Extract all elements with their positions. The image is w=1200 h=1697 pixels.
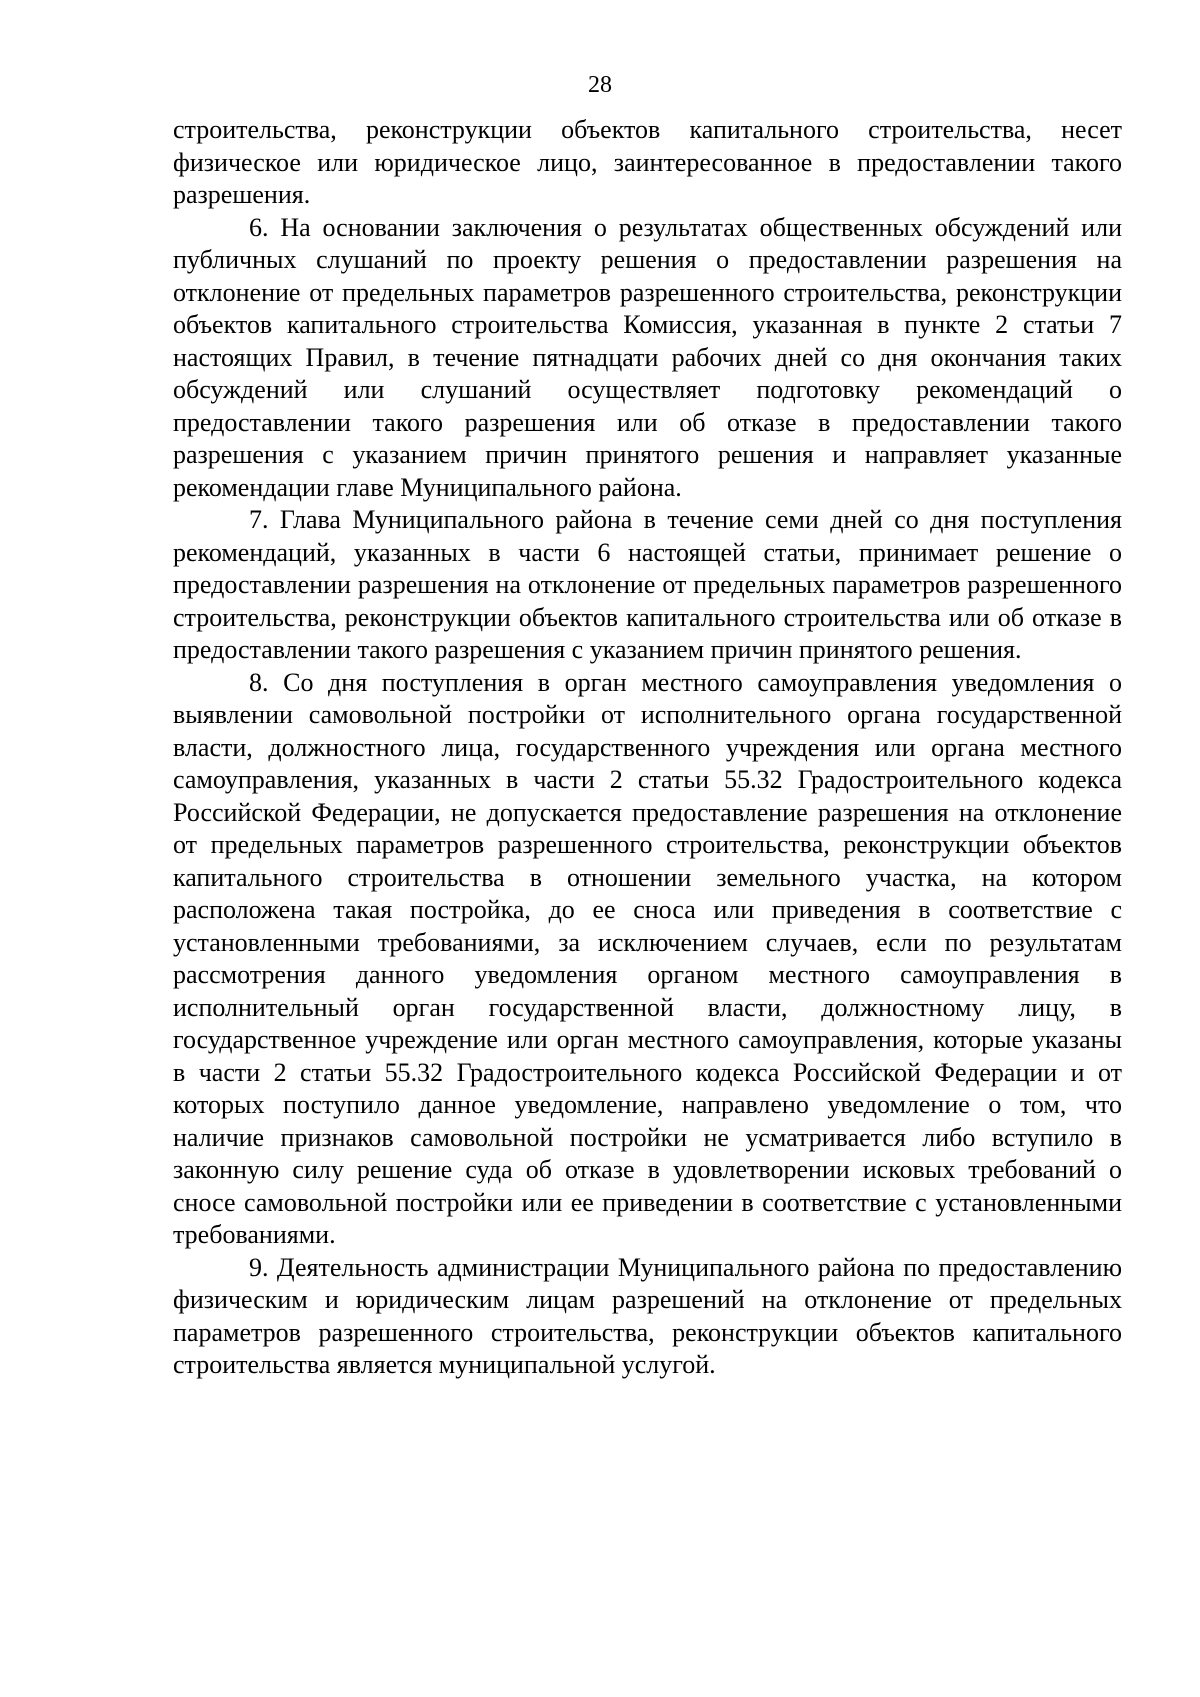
paragraph-item-8: 8. Со дня поступления в орган местного самоуправления уведомления о выявлении самовольной постройки от исполнительного органа государственной власти, должностного лица, государственного учреждения или органа местного самоуправления, указанных в части 2 статьи 55.32 Градостроительного кодекса Российской Федерации, не допускается предоставление разрешения на отклонение от предельных параметров разрешенного строительства, реконструкции объектов капитального строительства в отношении земельного участка, на котором расположена такая постройка, до ее сноса или приведения в соответствие с установленными требованиями, за исключением случаев, если по результатам рассмотрения данного уведомления органом местного самоуправления в исполнительный орган государственной власти, должностному лицу, в государственное учреждение или орган местного самоуправления, которые указаны в части 2 статьи 55.32 Градостроительного кодекса Российской Федерации и от которых поступило данное уведомление, направлено уведомление о том, что наличие признаков самовольной постройки не усматривается либо вступило в законную силу решение суда об отказе в удовлетворении исковых требований о сносе самовольной постройки или ее приведении в соответствие с установленными требованиями.	[173, 667, 1122, 1249]
paragraph-item-7: 7. Глава Муниципального района в течение семи дней со дня поступления рекомендаций, указанных в части 6 настоящей статьи, принимает решение о предоставлении разрешения на отклонение от предельных параметров разрешенного строительства, реконструкции объектов капитального строительства или об отказе в предоставлении такого разрешения с указанием причин принятого решения.	[173, 505, 1122, 664]
paragraph-continuation: строительства, реконструкции объектов капитального строительства, несет физическое или юридическое лицо, заинтересованное в предоставлении такого разрешения.	[173, 115, 1122, 209]
document-body	[173, 114, 1122, 1382]
page-number: 28	[588, 72, 612, 98]
paragraph-item-6: 6. На основании заключения о результатах общественных обсуждений или публичных слушаний по проекту решения о предоставлении разрешения на отклонение от предельных параметров разрешенного строительства, реконструкции объектов капитального строительства Комиссия, указанная в пункте 2 статьи 7 настоящих Правил, в течение пятнадцати рабочих дней со дня окончания таких обсуждений или слушаний осуществляет подготовку рекомендаций о предоставлении такого разрешения или об отказе в предоставлении такого разрешения с указанием причин принятого решения и направляет указанные рекомендации главе Муниципального района.	[173, 212, 1122, 502]
paragraph-item-9: 9. Деятельность администрации Муниципального района по предоставлению физическим и юридическим лицам разрешений на отклонение от предельных параметров разрешенного строительства, реконструкции объектов капитального строительства является муниципальной услугой.	[173, 1252, 1122, 1379]
